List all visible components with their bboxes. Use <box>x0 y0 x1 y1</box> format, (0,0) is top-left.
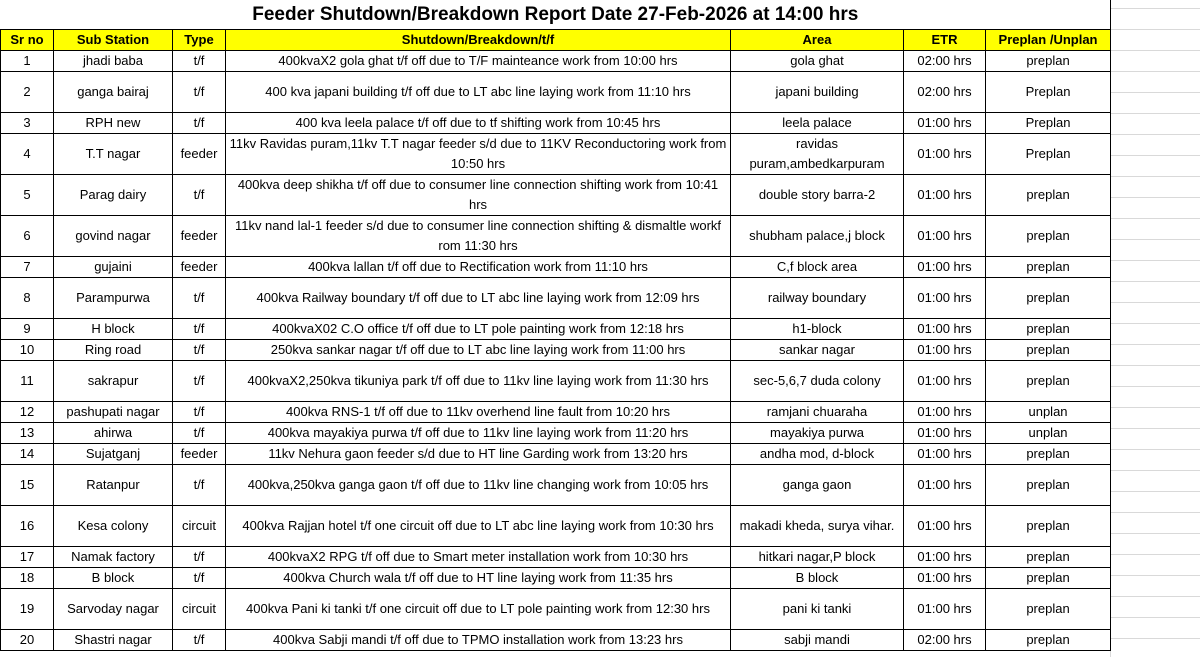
table-row <box>1 568 1111 589</box>
etr-cell[interactable]: 02:00 hrs <box>904 72 986 113</box>
etr-cell[interactable]: 01:00 hrs <box>904 278 986 319</box>
sr-no-cell[interactable]: 17 <box>1 547 54 568</box>
sub-station-cell[interactable]: ahirwa <box>54 423 173 444</box>
table-row <box>1 257 1111 278</box>
description-cell[interactable]: 400kva RNS-1 t/f off due to 11kv overhend line fault from 10:20 hrs <box>226 402 731 423</box>
plan-cell[interactable]: preplan <box>986 589 1111 630</box>
type-cell[interactable]: feeder <box>173 444 226 465</box>
sr-no-cell[interactable]: 11 <box>1 361 54 402</box>
area-cell[interactable]: ramjani chuaraha <box>731 402 904 423</box>
sr-no-cell[interactable]: 16 <box>1 506 54 547</box>
area-cell[interactable]: leela palace <box>731 113 904 134</box>
sub-station-cell[interactable]: gujaini <box>54 257 173 278</box>
sub-station-cell[interactable]: Shastri nagar <box>54 630 173 651</box>
plan-cell[interactable]: preplan <box>986 340 1111 361</box>
sr-no-cell[interactable]: 6 <box>1 216 54 257</box>
etr-cell[interactable]: 01:00 hrs <box>904 465 986 506</box>
sub-station-cell[interactable]: T.T nagar <box>54 134 173 175</box>
type-cell[interactable]: t/f <box>173 113 226 134</box>
sr-no-cell[interactable]: 15 <box>1 465 54 506</box>
table-row <box>1 444 1111 465</box>
sub-station-cell[interactable]: govind nagar <box>54 216 173 257</box>
plan-cell[interactable]: preplan <box>986 630 1111 651</box>
sub-station-cell[interactable]: H block <box>54 319 173 340</box>
table-row <box>1 340 1111 361</box>
table-row <box>1 361 1111 402</box>
type-cell[interactable]: t/f <box>173 175 226 216</box>
type-cell[interactable]: feeder <box>173 134 226 175</box>
sub-station-cell[interactable]: pashupati nagar <box>54 402 173 423</box>
area-cell[interactable]: andha mod, d-block <box>731 444 904 465</box>
type-cell[interactable]: t/f <box>173 402 226 423</box>
etr-cell[interactable]: 01:00 hrs <box>904 402 986 423</box>
area-cell[interactable]: h1-block <box>731 319 904 340</box>
plan-cell[interactable]: preplan <box>986 444 1111 465</box>
etr-cell[interactable]: 01:00 hrs <box>904 547 986 568</box>
sr-no-cell[interactable]: 20 <box>1 630 54 651</box>
area-cell[interactable]: double story barra-2 <box>731 175 904 216</box>
description-cell[interactable]: 400kvaX2 RPG t/f off due to Smart meter installation work from 10:30 hrs <box>226 547 731 568</box>
type-cell[interactable]: t/f <box>173 340 226 361</box>
header-description[interactable]: Shutdown/Breakdown/t/f <box>226 30 731 51</box>
area-cell[interactable]: ganga gaon <box>731 465 904 506</box>
etr-cell[interactable]: 01:00 hrs <box>904 506 986 547</box>
header-row <box>1 30 1111 51</box>
area-cell[interactable]: railway boundary <box>731 278 904 319</box>
plan-cell[interactable]: Preplan <box>986 72 1111 113</box>
area-cell[interactable]: pani ki tanki <box>731 589 904 630</box>
plan-cell[interactable]: preplan <box>986 257 1111 278</box>
sr-no-cell[interactable]: 2 <box>1 72 54 113</box>
area-cell[interactable]: shubham palace,j block <box>731 216 904 257</box>
header-plan[interactable]: Preplan /Unplan <box>986 30 1111 51</box>
table-row <box>1 547 1111 568</box>
area-cell[interactable]: japani building <box>731 72 904 113</box>
type-cell[interactable]: t/f <box>173 630 226 651</box>
plan-cell[interactable]: unplan <box>986 402 1111 423</box>
sr-no-cell[interactable]: 12 <box>1 402 54 423</box>
plan-cell[interactable]: preplan <box>986 216 1111 257</box>
area-cell[interactable]: mayakiya purwa <box>731 423 904 444</box>
table-row <box>1 423 1111 444</box>
description-cell[interactable]: 400kva Rajjan hotel t/f one circuit off due to LT abc line laying work from 10:30 hrs <box>226 506 731 547</box>
table-row <box>1 51 1111 72</box>
description-cell[interactable]: 400kva Sabji mandi t/f off due to TPMO installation work from 13:23 hrs <box>226 630 731 651</box>
etr-cell[interactable]: 01:00 hrs <box>904 444 986 465</box>
description-cell[interactable]: 250kva sankar nagar t/f off due to LT abc line laying work from 11:00 hrs <box>226 340 731 361</box>
report-title[interactable]: Feeder Shutdown/Breakdown Report Date 27-Feb-2026 at 14:00 hrs <box>1 0 1111 30</box>
etr-cell[interactable]: 01:00 hrs <box>904 568 986 589</box>
sr-no-cell[interactable]: 7 <box>1 257 54 278</box>
empty-grid-cells <box>1110 0 1200 657</box>
etr-cell[interactable]: 02:00 hrs <box>904 51 986 72</box>
sub-station-cell[interactable]: Parag dairy <box>54 175 173 216</box>
table-row <box>1 134 1111 175</box>
sub-station-cell[interactable]: RPH new <box>54 113 173 134</box>
table-row <box>1 506 1111 547</box>
description-cell[interactable]: 400 kva japani building t/f off due to LT abc line laying work from 11:10 hrs <box>226 72 731 113</box>
etr-cell[interactable]: 01:00 hrs <box>904 175 986 216</box>
header-sr-no[interactable]: Sr no <box>1 30 54 51</box>
sr-no-cell[interactable]: 8 <box>1 278 54 319</box>
header-sub-station[interactable]: Sub Station <box>54 30 173 51</box>
sub-station-cell[interactable]: Ratanpur <box>54 465 173 506</box>
table-row <box>1 175 1111 216</box>
plan-cell[interactable]: unplan <box>986 423 1111 444</box>
area-cell[interactable]: sabji mandi <box>731 630 904 651</box>
type-cell[interactable]: t/f <box>173 547 226 568</box>
etr-cell[interactable]: 01:00 hrs <box>904 361 986 402</box>
etr-cell[interactable]: 01:00 hrs <box>904 134 986 175</box>
plan-cell[interactable]: preplan <box>986 465 1111 506</box>
sr-no-cell[interactable]: 14 <box>1 444 54 465</box>
description-cell[interactable]: 400 kva leela palace t/f off due to tf shifting work from 10:45 hrs <box>226 113 731 134</box>
etr-cell[interactable]: 01:00 hrs <box>904 216 986 257</box>
table-row <box>1 465 1111 506</box>
area-cell[interactable]: gola ghat <box>731 51 904 72</box>
sr-no-cell[interactable]: 5 <box>1 175 54 216</box>
description-cell[interactable]: 11kv nand lal-1 feeder s/d due to consumer line connection shifting & dismaltle workf rom 11:30 hrs <box>226 216 731 257</box>
description-cell[interactable]: 11kv Nehura gaon feeder s/d due to HT line Garding work from 13:20 hrs <box>226 444 731 465</box>
sr-no-cell[interactable]: 19 <box>1 589 54 630</box>
sr-no-cell[interactable]: 18 <box>1 568 54 589</box>
area-cell[interactable]: hitkari nagar,P block <box>731 547 904 568</box>
sr-no-cell[interactable]: 1 <box>1 51 54 72</box>
area-cell[interactable]: makadi kheda, surya vihar. <box>731 506 904 547</box>
etr-cell[interactable]: 02:00 hrs <box>904 630 986 651</box>
plan-cell[interactable]: Preplan <box>986 134 1111 175</box>
type-cell[interactable]: circuit <box>173 506 226 547</box>
sr-no-cell[interactable]: 10 <box>1 340 54 361</box>
etr-cell[interactable]: 01:00 hrs <box>904 589 986 630</box>
header-etr[interactable]: ETR <box>904 30 986 51</box>
description-cell[interactable]: 400kva Railway boundary t/f off due to LT abc line laying work from 12:09 hrs <box>226 278 731 319</box>
description-cell[interactable]: 400kva Pani ki tanki t/f one circuit off due to LT pole painting work from 12:30 hrs <box>226 589 731 630</box>
area-cell[interactable]: sec-5,6,7 duda colony <box>731 361 904 402</box>
etr-cell[interactable]: 01:00 hrs <box>904 423 986 444</box>
area-cell[interactable]: C,f block area <box>731 257 904 278</box>
sub-station-cell[interactable]: Ring road <box>54 340 173 361</box>
type-cell[interactable]: feeder <box>173 216 226 257</box>
area-cell[interactable]: B block <box>731 568 904 589</box>
description-cell[interactable]: 11kv Ravidas puram,11kv T.T nagar feeder s/d due to 11KV Reconductoring work from 10:50 hrs <box>226 134 731 175</box>
plan-cell[interactable]: preplan <box>986 506 1111 547</box>
description-cell[interactable]: 400kva,250kva ganga gaon t/f off due to 11kv line changing work from 10:05 hrs <box>226 465 731 506</box>
type-cell[interactable]: t/f <box>173 319 226 340</box>
header-area[interactable]: Area <box>731 30 904 51</box>
etr-cell[interactable]: 01:00 hrs <box>904 319 986 340</box>
sub-station-cell[interactable]: sakrapur <box>54 361 173 402</box>
table-row <box>1 113 1111 134</box>
sub-station-cell[interactable]: Sarvoday nagar <box>54 589 173 630</box>
etr-cell[interactable]: 01:00 hrs <box>904 257 986 278</box>
header-type[interactable]: Type <box>173 30 226 51</box>
sub-station-cell[interactable]: B block <box>54 568 173 589</box>
sub-station-cell[interactable]: ganga bairaj <box>54 72 173 113</box>
type-cell[interactable]: t/f <box>173 465 226 506</box>
table-row <box>1 319 1111 340</box>
sr-no-cell[interactable]: 4 <box>1 134 54 175</box>
plan-cell[interactable]: preplan <box>986 278 1111 319</box>
table-row <box>1 402 1111 423</box>
table-row <box>1 630 1111 651</box>
etr-cell[interactable]: 01:00 hrs <box>904 340 986 361</box>
sr-no-cell[interactable]: 3 <box>1 113 54 134</box>
table-row <box>1 278 1111 319</box>
plan-cell[interactable]: preplan <box>986 319 1111 340</box>
plan-cell[interactable]: preplan <box>986 175 1111 216</box>
description-cell[interactable]: 400kvaX2,250kva tikuniya park t/f off due to 11kv line laying work from 11:30 hrs <box>226 361 731 402</box>
type-cell[interactable]: t/f <box>173 361 226 402</box>
type-cell[interactable]: t/f <box>173 72 226 113</box>
plan-cell[interactable]: preplan <box>986 51 1111 72</box>
type-cell[interactable]: circuit <box>173 589 226 630</box>
sr-no-cell[interactable]: 13 <box>1 423 54 444</box>
plan-cell[interactable]: preplan <box>986 361 1111 402</box>
type-cell[interactable]: t/f <box>173 568 226 589</box>
description-cell[interactable]: 400kva Church wala t/f off due to HT line laying work from 11:35 hrs <box>226 568 731 589</box>
table-row <box>1 72 1111 113</box>
etr-cell[interactable]: 01:00 hrs <box>904 113 986 134</box>
sub-station-cell[interactable]: Namak factory <box>54 547 173 568</box>
type-cell[interactable]: t/f <box>173 278 226 319</box>
description-cell[interactable]: 400kvaX02 C.O office t/f off due to LT pole painting work from 12:18 hrs <box>226 319 731 340</box>
table-row <box>1 216 1111 257</box>
sr-no-cell[interactable]: 9 <box>1 319 54 340</box>
sub-station-cell[interactable]: Kesa colony <box>54 506 173 547</box>
sub-station-cell[interactable]: Parampurwa <box>54 278 173 319</box>
description-cell[interactable]: 400kva lallan t/f off due to Rectification work from 11:10 hrs <box>226 257 731 278</box>
area-cell[interactable]: ravidas puram,ambedkarpuram <box>731 134 904 175</box>
sub-station-cell[interactable]: jhadi baba <box>54 51 173 72</box>
sub-station-cell[interactable]: Sujatganj <box>54 444 173 465</box>
type-cell[interactable]: t/f <box>173 423 226 444</box>
description-cell[interactable]: 400kvaX2 gola ghat t/f off due to T/F mainteance work from 10:00 hrs <box>226 51 731 72</box>
type-cell[interactable]: feeder <box>173 257 226 278</box>
plan-cell[interactable]: Preplan <box>986 113 1111 134</box>
description-cell[interactable]: 400kva deep shikha t/f off due to consumer line connection shifting work from 10:41 hrs <box>226 175 731 216</box>
description-cell[interactable]: 400kva mayakiya purwa t/f off due to 11kv line laying work from 11:20 hrs <box>226 423 731 444</box>
area-cell[interactable]: sankar nagar <box>731 340 904 361</box>
plan-cell[interactable]: preplan <box>986 547 1111 568</box>
type-cell[interactable]: t/f <box>173 51 226 72</box>
table-row <box>1 589 1111 630</box>
plan-cell[interactable]: preplan <box>986 568 1111 589</box>
